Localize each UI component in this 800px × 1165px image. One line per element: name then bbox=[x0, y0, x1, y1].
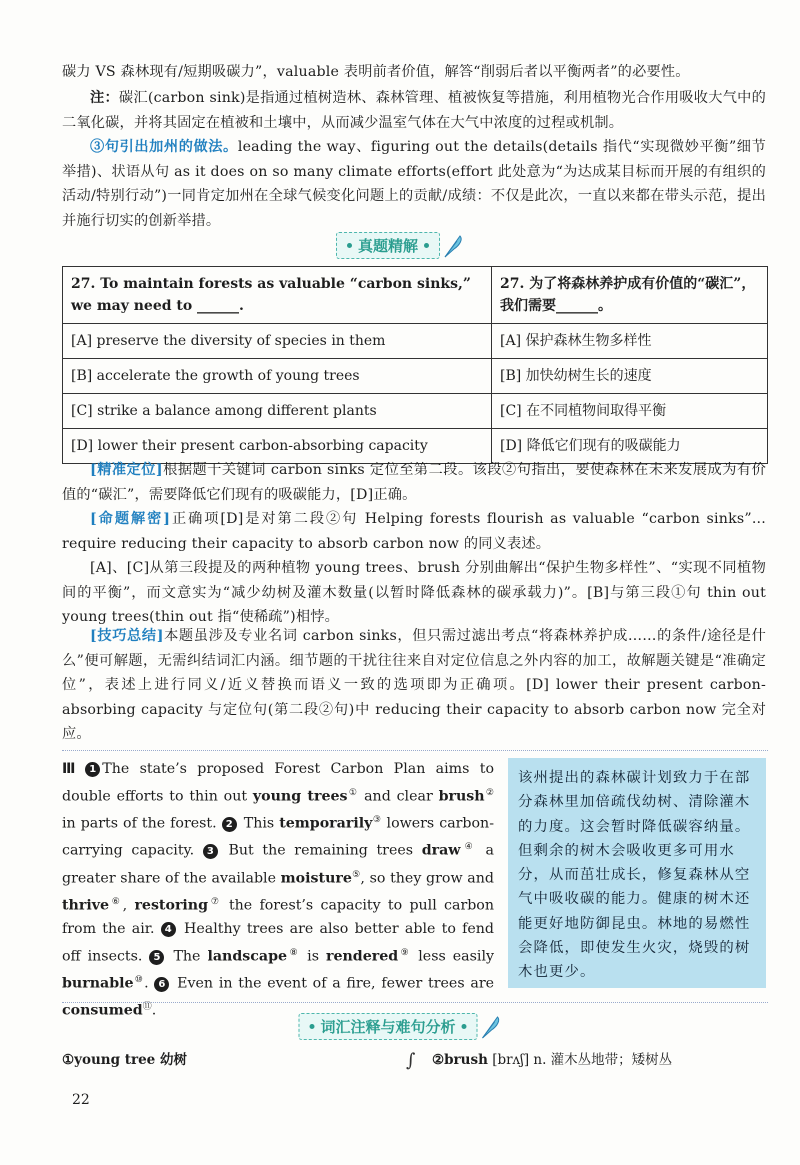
banner-vocab-box bbox=[298, 1013, 477, 1040]
intro-line bbox=[62, 60, 766, 85]
sentence-marker-1: 1 bbox=[85, 762, 100, 777]
vocab-item-2-word: ②brush bbox=[432, 1052, 488, 1068]
option-b-en: [B] accelerate the growth of young trees bbox=[63, 359, 492, 394]
swirl-divider-icon: ∫ bbox=[406, 1050, 416, 1071]
option-d-en: [D] lower their present carbon-absorbing capacity bbox=[63, 429, 492, 464]
sentence-3e: the forest’s capacity to pull carbon from the air. bbox=[62, 897, 494, 938]
decode-text: 正确项[D]是对第二段②句 Helping forests flourish as valuable “carbon sinks”... require reducing their capacity to absorb carbon now 的同义表述。 bbox=[62, 511, 766, 552]
vocab-item-1-text: ①young tree 幼树 bbox=[62, 1052, 187, 1068]
dot-icon bbox=[424, 243, 429, 248]
question-stem-row bbox=[63, 267, 768, 324]
translation-box bbox=[508, 758, 766, 988]
decode-paragraph bbox=[62, 507, 766, 556]
sentence-5b: is bbox=[300, 948, 326, 965]
point3-label: ③句引出加州的做法。 bbox=[90, 139, 238, 155]
translation-text: 该州提出的森林碳计划致力于在部分森林里加倍疏伐幼树、清除灌木的力度。这会暂时降低碳容纳量。但剩余的树木会吸收更多可用水分，从而茁壮成长，修复森林从空气中吸收碳的能力。健康的树木还能更好地防御昆虫。林地的易燃性会降低，即使发生火灾，烧毁的树木也更少。 bbox=[518, 770, 751, 981]
word-young-trees: young trees bbox=[252, 788, 348, 805]
option-row bbox=[63, 324, 768, 359]
note-label: 注： bbox=[90, 90, 119, 106]
sentence-2b: lowers carbon-carrying capacity. bbox=[62, 815, 494, 859]
banner-zhenti-title: 真题精解 bbox=[357, 237, 419, 255]
dot-icon bbox=[309, 1024, 314, 1029]
point3-paragraph bbox=[62, 135, 766, 233]
sentence-3a: But the remaining trees bbox=[219, 842, 422, 859]
option-a-cn: [A] 保护森林生物多样性 bbox=[492, 324, 768, 359]
footnote-9: ⑨ bbox=[398, 947, 412, 958]
banner-vocab-title: 词汇注释与难句分析 bbox=[320, 1018, 456, 1036]
sentence-3b: a greater share of the available bbox=[62, 842, 494, 887]
decode-label: [命题解密] bbox=[90, 511, 171, 527]
dot-icon bbox=[347, 243, 352, 248]
option-a-en: [A] preserve the diversity of species in them bbox=[63, 324, 492, 359]
sentence-marker-3: 3 bbox=[203, 844, 218, 859]
word-brush: brush bbox=[438, 788, 485, 805]
question-table bbox=[62, 266, 768, 464]
footnote-4: ④ bbox=[460, 842, 477, 853]
word-moisture: moisture bbox=[280, 870, 352, 887]
question-stem-en: 27. To maintain forests as valuable “carbon sinks,” we may need to ______. bbox=[63, 267, 492, 324]
footnote-10: ⑩ bbox=[133, 975, 145, 986]
question-stem-cn: 27. 为了将森林养护成有价值的“碳汇”，我们需要______。 bbox=[492, 267, 768, 324]
note-text: 碳汇(carbon sink)是指通过植树造林、森林管理、植被恢复等措施，利用植物光合作用吸收大气中的二氧化碳，并将其固定在植被和土壤中，从而减少温室气体在大气中浓度的过程或机制。 bbox=[62, 90, 766, 131]
sentence-6b: . bbox=[151, 1003, 157, 1020]
banner-vocab bbox=[298, 1013, 501, 1040]
sentence-6: Even in the event of a fire, fewer trees are bbox=[171, 975, 494, 992]
vocab-item-2 bbox=[432, 1048, 672, 1068]
banner-zhenti-box bbox=[336, 232, 440, 259]
sentence-marker-2: 2 bbox=[222, 817, 237, 832]
locate-text: 根据题干关键词 carbon sinks 定位至第二段。该段②句指出，要使森林在未来发展成为有价值的“碳汇”，需要降低它们现有的吸碳能力，[D]正确。 bbox=[62, 462, 766, 503]
feather-icon bbox=[480, 1014, 502, 1040]
point3-text: leading the way、figuring out the details(details 指代“实现微妙平衡”细节举措)、状语从句 as it does on so many climate efforts(effort 此处意为“为达成某目标而开展的有组织的活动/特别行动”)一同肯定加州在全球气候变化问题上的贡献/成绩：不仅是此次，一直以来都在带头示范，提出并施行切实的创新举措。 bbox=[62, 139, 766, 229]
footnote-11: ⑪ bbox=[142, 1002, 152, 1013]
option-b-cn: [B] 加快幼树生长的速度 bbox=[492, 359, 768, 394]
locate-label: [精准定位] bbox=[90, 462, 163, 478]
sentence-5d: . bbox=[144, 975, 149, 992]
sentence-marker-4: 4 bbox=[161, 922, 176, 937]
skill-label: [技巧总结] bbox=[90, 628, 164, 644]
option-c-en: [C] strike a balance among different plants bbox=[63, 394, 492, 429]
sentence-3c: , so they grow and bbox=[360, 870, 494, 887]
sentence-2a: This bbox=[238, 815, 280, 832]
sentence-5a: The bbox=[166, 948, 208, 965]
decode-paragraph-2 bbox=[62, 556, 766, 630]
word-draw: draw bbox=[421, 842, 461, 859]
sentence-1: The state’s proposed Forest Carbon Plan aims to double efforts to thin out bbox=[62, 761, 494, 805]
sentence-4: Healthy trees are also better able to fend off insects. bbox=[62, 921, 494, 965]
option-d-cn: [D] 降低它们现有的吸碳能力 bbox=[492, 429, 768, 464]
sentence-marker-6: 6 bbox=[154, 977, 169, 992]
sentence-3d: , bbox=[122, 897, 135, 914]
word-burnable: burnable bbox=[62, 975, 134, 992]
footnote-1: ① bbox=[347, 787, 359, 798]
sentence-5c: less easily bbox=[411, 948, 494, 965]
option-c-cn: [C] 在不同植物间取得平衡 bbox=[492, 394, 768, 429]
skill-text: 本题虽涉及专业名词 carbon sinks，但只需过滤出考点“将森林养护成……的条件/途径是什么”便可解题，无需纠结词汇内涵。细节题的干扰往往来自对定位信息之外内容的加工，故解题关键是“准确定位”，表述上进行同义/近义替换而语义一致的选项即为正确项。[D] lower their present carbon-absorbing capacity 与定位句(第二段②句)中 reducing their capacity to absorb carbon now 完全对应。 bbox=[62, 628, 766, 742]
skill-paragraph bbox=[62, 624, 766, 747]
locate-paragraph bbox=[62, 458, 766, 507]
footnote-7: ⑦ bbox=[208, 896, 222, 907]
footnote-2: ② bbox=[484, 787, 494, 798]
decode-text-2: [A]、[C]从第三段提及的两种植物 young trees、brush 分别曲解出“保护生物多样性”、“实现不同植物间的平衡”，而文意实为“减少幼树及灌木数量(以暂时降低森林的碳承载力)”。[B]与第三段①句 thin out young trees(thin out 指“使稀疏”)相悖。 bbox=[62, 560, 766, 625]
dot-icon bbox=[462, 1024, 467, 1029]
footnote-5: ⑤ bbox=[351, 869, 361, 880]
word-restoring: restoring bbox=[134, 897, 209, 914]
word-temporarily: temporarily bbox=[279, 815, 373, 832]
option-row bbox=[63, 394, 768, 429]
word-rendered: rendered bbox=[325, 948, 399, 965]
banner-zhenti bbox=[336, 232, 464, 259]
section-numeral: Ⅲ bbox=[62, 761, 82, 777]
word-consumed: consumed bbox=[62, 1003, 143, 1020]
section-divider bbox=[62, 750, 768, 751]
footnote-8: ⑧ bbox=[287, 947, 301, 958]
page-number: 22 bbox=[72, 1092, 90, 1108]
word-thrive: thrive bbox=[62, 897, 110, 914]
intro-line-text: 碳力 VS 森林现有/短期吸碳力”，valuable 表明前者价值，解答“削弱后者以平衡两者”的必要性。 bbox=[62, 64, 690, 80]
vocab-item-1 bbox=[62, 1048, 187, 1068]
sentence-1b: and clear bbox=[358, 788, 439, 805]
option-row bbox=[63, 359, 768, 394]
feather-icon bbox=[442, 233, 464, 259]
section-divider bbox=[62, 1002, 768, 1003]
sentence-marker-5: 5 bbox=[149, 950, 164, 965]
note-paragraph bbox=[62, 86, 766, 135]
reading-passage bbox=[62, 758, 494, 1024]
word-landscape: landscape bbox=[207, 948, 288, 965]
sentence-1c: in parts of the forest. bbox=[62, 815, 217, 832]
vocab-item-2-def: [brʌʃ] n. 灌木丛地带；矮树丛 bbox=[492, 1052, 673, 1068]
footnote-3: ③ bbox=[372, 814, 382, 825]
footnote-6: ⑥ bbox=[109, 896, 123, 907]
